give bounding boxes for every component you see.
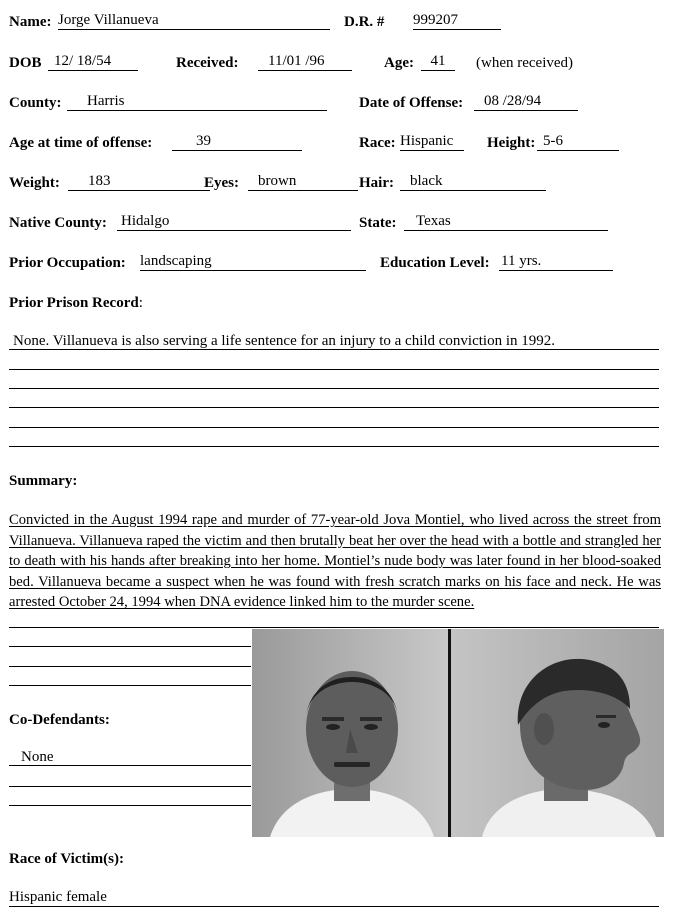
eyes-value: brown <box>248 173 358 191</box>
age-offense-value: 39 <box>172 133 302 151</box>
summary-heading: Summary: <box>9 473 78 489</box>
dr-label: D.R. # <box>344 14 385 30</box>
race-label: Race: <box>359 135 396 151</box>
offense-date-value: 08 /28/94 <box>474 93 578 111</box>
blank-line <box>9 685 251 686</box>
blank-line <box>9 369 659 370</box>
received-value: 11/01 /96 <box>258 53 352 71</box>
dob-label: DOB <box>9 55 42 71</box>
age-offense-label: Age at time of offense: <box>9 135 153 151</box>
native-county-label: Native County: <box>9 215 107 231</box>
weight-label: Weight: <box>9 175 60 191</box>
education-label: Education Level: <box>380 255 490 271</box>
dob-value: 12/ 18/54 <box>48 53 138 71</box>
county-label: County: <box>9 95 62 111</box>
name-label: Name: <box>9 14 52 30</box>
county-value: Harris <box>67 93 327 111</box>
height-label: Height: <box>487 135 536 151</box>
state-value: Texas <box>404 213 608 231</box>
blank-line <box>9 786 251 787</box>
occupation-label: Prior Occupation: <box>9 255 126 271</box>
victim-race-heading: Race of Victim(s): <box>9 851 124 867</box>
height-value: 5-6 <box>537 133 619 151</box>
victim-race-text: Hispanic female <box>9 889 659 907</box>
blank-line <box>9 805 251 806</box>
native-county-value: Hidalgo <box>117 213 351 231</box>
age-value: 41 <box>421 53 455 71</box>
race-value: Hispanic <box>400 133 464 151</box>
summary-text: Convicted in the August 1994 rape and murder of 77-year-old Jova Montiel, who lived across the street from Villanueva. Villanueva raped the victim and then brutally beat her over the head with a bottle and strangled her to death with his hands after breaking into her home. Montiel’s nude body was later found in her blood-soaked bed. Villanueva became a suspect when he was found with fresh scratch marks on his face and neck. He was arrested October 24, 1994 when DNA evidence linked him to the murder scene. <box>9 512 661 610</box>
offense-date-label: Date of Offense: <box>359 95 464 111</box>
codefendants-text: None <box>9 749 251 766</box>
blank-line <box>9 627 659 628</box>
dr-value: 999207 <box>413 12 501 30</box>
blank-line <box>9 388 659 389</box>
prior-record-text: None. Villanueva is also serving a life sentence for an injury to a child conviction in 1992. <box>9 333 659 350</box>
codefendants-heading: Co-Defendants: <box>9 712 110 728</box>
hair-label: Hair: <box>359 175 394 191</box>
blank-line <box>9 407 659 408</box>
state-label: State: <box>359 215 397 231</box>
mugshot-photos <box>252 629 664 837</box>
received-label: Received: <box>176 55 239 71</box>
blank-line <box>9 446 659 447</box>
hair-value: black <box>400 173 546 191</box>
name-value: Jorge Villanueva <box>58 12 330 30</box>
prior-record-heading: Prior Prison Record: <box>9 295 143 311</box>
blank-line <box>9 427 659 428</box>
eyes-label: Eyes: <box>204 175 239 191</box>
mugshot-profile <box>451 629 664 837</box>
blank-line <box>9 646 251 647</box>
blank-line <box>9 666 251 667</box>
weight-value: 183 <box>68 173 210 191</box>
mugshot-front <box>252 629 448 837</box>
occupation-value: landscaping <box>140 253 366 271</box>
education-value: 11 yrs. <box>499 253 613 271</box>
age-label: Age: <box>384 55 414 71</box>
age-note: (when received) <box>476 55 574 71</box>
